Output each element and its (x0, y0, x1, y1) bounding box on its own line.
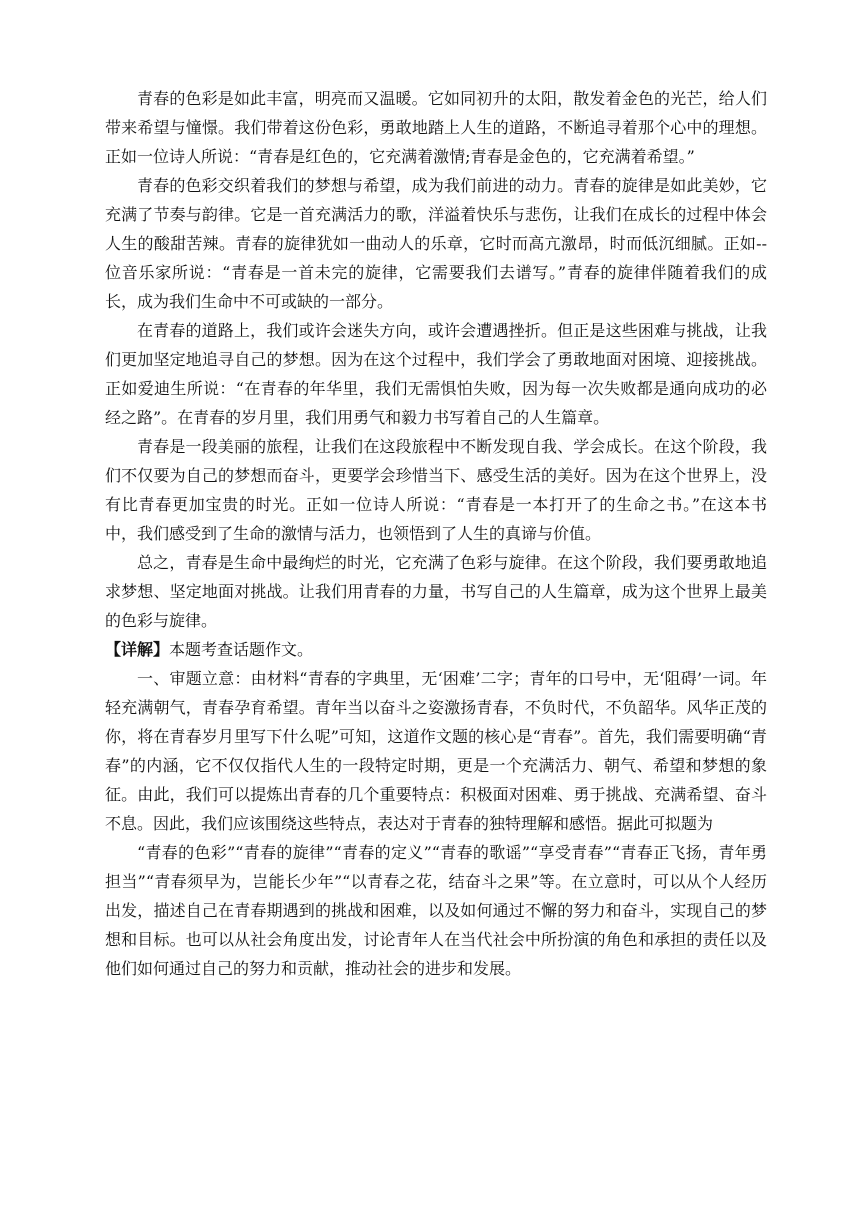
detail-label: 【详解】 (105, 640, 170, 659)
essay-paragraph-5: 总之，青春是生命中最绚烂的时光，它充满了色彩与旋律。在这个阶段，我们要勇敢地追求梦想、坚定地面对挑战。让我们用青春的力量，书写自己的人生篇章，成为这个世界上最美的色彩与旋律。 (105, 553, 767, 630)
detail-text: 本题考查话题作文。 (169, 640, 314, 659)
essay-paragraph-1: 青春的色彩是如此丰富，明亮而又温暖。它如同初升的太阳，散发着金色的光芒，给人们带来希望与憧憬。我们带着这份色彩，勇敢地踏上人生的道路，不断追寻着那个心中的理想。正如一位诗人所说：“青春是红色的，它充满着激情;青春是金色的，它充满着希望。” (105, 89, 767, 166)
document-body (105, 84, 767, 983)
detail-heading-line (105, 635, 767, 664)
essay-paragraph-2: 青春的色彩交织着我们的梦想与希望，成为我们前进的动力。青春的旋律是如此美妙，它充满了节奏与韵律。它是一首充满活力的歌，洋溢着快乐与悲伤，让我们在成长的过程中体会人生的酸甜苦辣。青春的旋律犹如一曲动人的乐章，它时而高亢激昂，时而低沉细腻。正如--位音乐家所说：“青春是一首未完的旋律，它需要我们去谱写。”青春的旋律伴随着我们的成长，成为我们生命中不可或缺的一部分。 (105, 176, 767, 311)
essay-paragraph-3: 在青春的道路上，我们或许会迷失方向，或许会遭遇挫折。但正是这些困难与挑战，让我们更加坚定地追寻自己的梦想。因为在这个过程中，我们学会了勇敢地面对困境、迎接挑战。正如爱迪生所说：“在青春的年华里，我们无需惧怕失败，因为每一次失败都是通向成功的必经之路”。在青春的岁月里，我们用勇气和毅力书写着自己的人生篇章。 (105, 321, 767, 427)
analysis-paragraph-1: 一、审题立意：由材料“青春的字典里，无‘困难’二字；青年的口号中，无‘阻碍’一词。年轻充满朝气，青春孕育希望。青年当以奋斗之姿激扬青春，不负时代，不负韶华。风华正茂的你，将在青春岁月里写下什么呢”可知，这道作文题的核心是“青春”。首先，我们需要明确“青春”的内涵，它不仅仅指代人生的一段特定时期，更是一个充满活力、朝气、希望和梦想的象征。由此，我们可以提炼出青春的几个重要特点：积极面对困难、勇于挑战、充满希望、奋斗不息。因此，我们应该围绕这些特点，表达对于青春的独特理解和感悟。据此可拟题为 (105, 669, 767, 833)
analysis-paragraph-2: “青春的色彩”“青春的旋律”“青春的定义”“青春的歌谣”“享受青春”“青春正飞扬，青年勇担当”“青春须早为，岂能长少年”“以青春之花，结奋斗之果”等。在立意时，可以从个人经历出发，描述自己在青春期遇到的挑战和困难，以及如何通过不懈的努力和奋斗，实现自己的梦想和目标。也可以从社会角度出发，讨论青年人在当代社会中所扮演的角色和承担的责任以及他们如何通过自己的努力和贡献，推动社会的进步和发展。 (105, 843, 767, 978)
essay-paragraph-4: 青春是一段美丽的旅程，让我们在这段旅程中不断发现自我、学会成长。在这个阶段，我们不仅要为自己的梦想而奋斗，更要学会珍惜当下、感受生活的美好。因为在这个世界上，没有比青春更加宝贵的时光。正如一位诗人所说：“青春是一本打开了的生命之书。”在这本书中，我们感受到了生命的激情与活力，也领悟到了人生的真谛与价值。 (105, 437, 767, 543)
